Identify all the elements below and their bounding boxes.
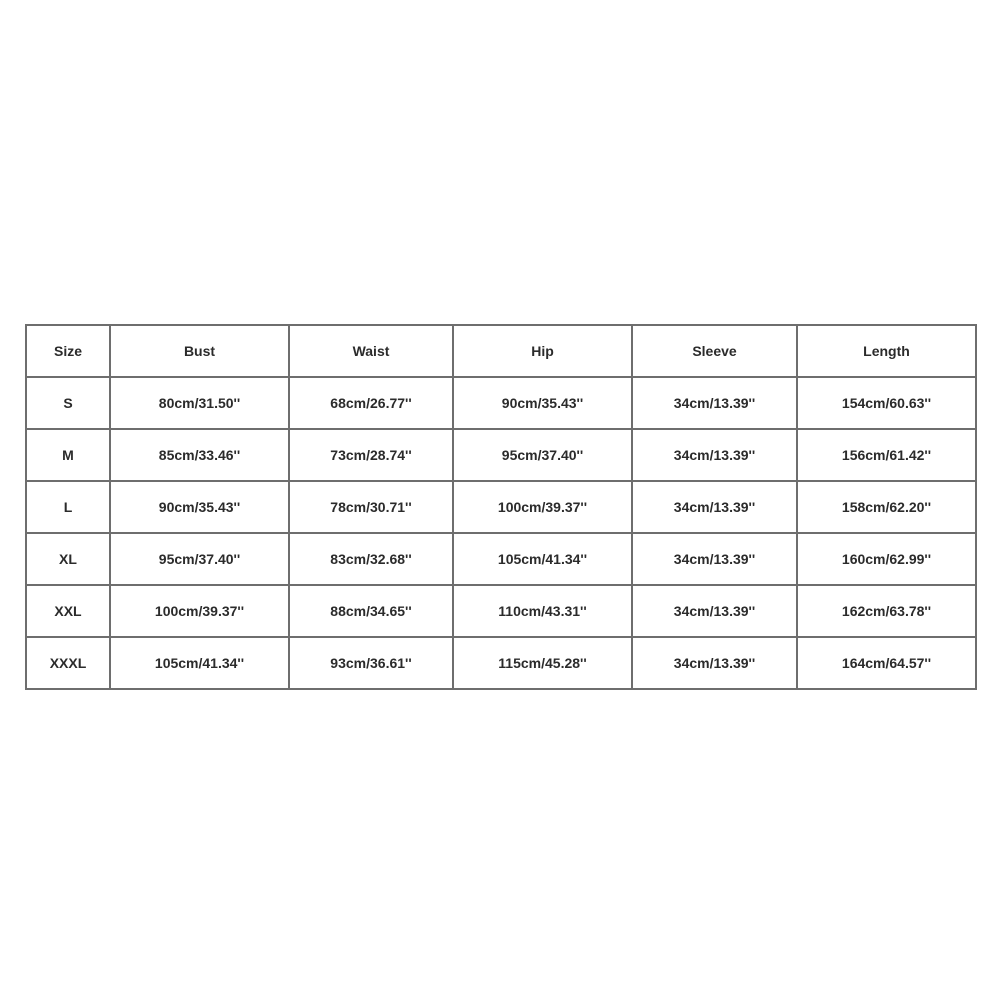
cell-bust: 95cm/37.40''	[110, 533, 289, 585]
cell-size: L	[26, 481, 110, 533]
cell-size: M	[26, 429, 110, 481]
size-chart-table	[25, 324, 977, 690]
cell-bust: 105cm/41.34''	[110, 637, 289, 689]
cell-hip: 90cm/35.43''	[453, 377, 632, 429]
cell-bust: 85cm/33.46''	[110, 429, 289, 481]
cell-bust: 90cm/35.43''	[110, 481, 289, 533]
cell-length: 160cm/62.99''	[797, 533, 976, 585]
table-row	[26, 585, 976, 637]
cell-hip: 110cm/43.31''	[453, 585, 632, 637]
header-bust: Bust	[110, 325, 289, 377]
cell-waist: 83cm/32.68''	[289, 533, 453, 585]
cell-size: XL	[26, 533, 110, 585]
cell-sleeve: 34cm/13.39''	[632, 533, 797, 585]
cell-waist: 73cm/28.74''	[289, 429, 453, 481]
table-header-row	[26, 325, 976, 377]
table-row	[26, 377, 976, 429]
cell-length: 162cm/63.78''	[797, 585, 976, 637]
table-row	[26, 533, 976, 585]
cell-sleeve: 34cm/13.39''	[632, 637, 797, 689]
cell-length: 154cm/60.63''	[797, 377, 976, 429]
header-waist: Waist	[289, 325, 453, 377]
cell-length: 164cm/64.57''	[797, 637, 976, 689]
header-hip: Hip	[453, 325, 632, 377]
header-sleeve: Sleeve	[632, 325, 797, 377]
header-size: Size	[26, 325, 110, 377]
header-length: Length	[797, 325, 976, 377]
cell-bust: 80cm/31.50''	[110, 377, 289, 429]
cell-size: S	[26, 377, 110, 429]
cell-sleeve: 34cm/13.39''	[632, 585, 797, 637]
cell-sleeve: 34cm/13.39''	[632, 377, 797, 429]
cell-size: XXL	[26, 585, 110, 637]
cell-length: 156cm/61.42''	[797, 429, 976, 481]
table-row	[26, 481, 976, 533]
cell-sleeve: 34cm/13.39''	[632, 481, 797, 533]
table-row	[26, 637, 976, 689]
table-row	[26, 429, 976, 481]
cell-waist: 78cm/30.71''	[289, 481, 453, 533]
cell-length: 158cm/62.20''	[797, 481, 976, 533]
cell-hip: 95cm/37.40''	[453, 429, 632, 481]
cell-size: XXXL	[26, 637, 110, 689]
cell-waist: 93cm/36.61''	[289, 637, 453, 689]
cell-bust: 100cm/39.37''	[110, 585, 289, 637]
cell-sleeve: 34cm/13.39''	[632, 429, 797, 481]
cell-hip: 105cm/41.34''	[453, 533, 632, 585]
cell-waist: 88cm/34.65''	[289, 585, 453, 637]
cell-hip: 115cm/45.28''	[453, 637, 632, 689]
cell-waist: 68cm/26.77''	[289, 377, 453, 429]
cell-hip: 100cm/39.37''	[453, 481, 632, 533]
